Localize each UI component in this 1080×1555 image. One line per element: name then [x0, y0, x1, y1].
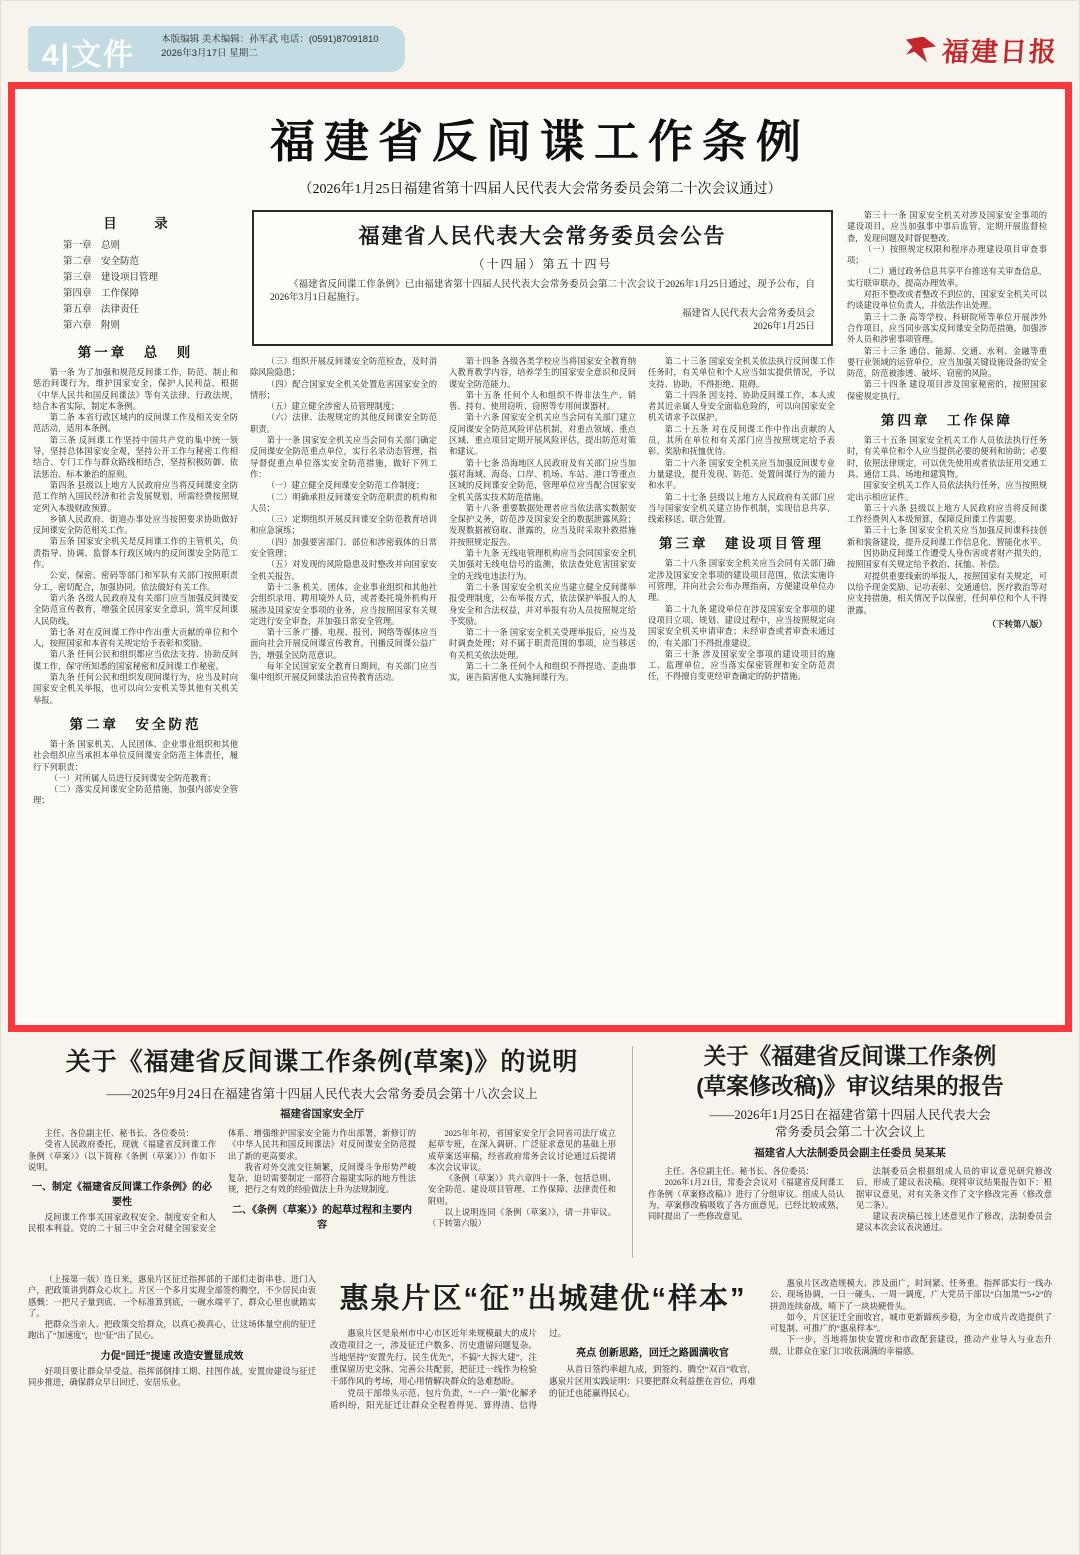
regulation-text-col1	[33, 341, 238, 807]
paragraph: 法制委员会根据组成人员的审议意见研究修改后，形成了建议表决稿。现将审议结果报告如下：根据审议意见，对有关条文作了文字修改完善（修改意见二条）。	[856, 1167, 1052, 1210]
feature-article	[28, 1274, 1052, 1546]
paragraph: 下一步，当地将加快安置房和市政配套建设，推动产业导入与业态升级，让群众在家门口收获满满的幸福感。	[770, 1335, 1052, 1356]
paragraph: 第二章 安全防范	[63, 256, 140, 267]
paragraph: 2025年年初，省国家安全厅会同省司法厅成立起草专班，在深入调研、广泛征求意见的基础上形成草案送审稿，经省政府常务会议讨论通过后提请本次会议审议。	[428, 1129, 616, 1172]
report-subtitle	[648, 1107, 1052, 1141]
explanation-subtitle: ——2025年9月24日在福建省第十四届人民代表大会常务委员会第十八次会议上	[106, 1087, 538, 1101]
explanation-title: 关于《福建省反间谍工作条例(草案)》的说明	[65, 1048, 579, 1076]
paragraph: 因协助反间谍工作遭受人身伤害或者财产损失的，按照国家有关规定给予救治、抚恤、补偿。	[847, 549, 1047, 570]
sub-heading: 第一章 总 则	[77, 345, 194, 360]
report-article	[648, 1042, 1052, 1264]
feature-center-body	[330, 1327, 756, 1537]
paragraph: 第二十一条 国家安全机关受理举报后，应当及时调查处理；对不属于职责范围的事项，应当移送有关机关依法处理。	[449, 628, 636, 660]
paragraph: 第四章 工作保障	[63, 288, 140, 299]
report-title	[648, 1042, 1052, 1102]
regulation-center	[250, 210, 835, 1028]
paragraph: 党员干部带头示范、包片负责，“一户一策”化解矛盾纠纷，阳光征迁让群众全程看得见、算得清、信得过。	[330, 1328, 567, 1410]
explanation-byline: 福建省国家安全厅	[280, 1109, 364, 1120]
paragraph: 第五条 国家安全机关是反间谍工作的主管机关，负责指导、协调、监督本行政区域内的反间谍安全防范工作。	[33, 537, 238, 570]
paragraph: （二）落实反间谍安全防范措施，加强内部安全管理；	[33, 785, 238, 806]
sub-heading: 亮点 创新思路，回迁之路圆满收官	[576, 1348, 729, 1359]
paragraph: 第三十二条 高等学校、科研院所等单位开展涉外合作项目，应当同步落实反间谍安全防范措施，加强涉外人员和涉密事项管理。	[847, 312, 1047, 345]
paragraph: 我省对外交流交往频繁，反间谍斗争形势严峻复杂，迫切需要制定一部符合福建实际的地方性法规，把行之有效的经验做法上升为法规制度。	[228, 1162, 416, 1195]
paragraph: （五）对发现的风险隐患及时整改并向国家安全机关报告。	[250, 560, 437, 581]
sub-heading: 第四章 工作保障	[881, 413, 1013, 429]
paragraph: 第二十九条 建设单位在涉及国家安全事项的建设项目立项、规划、建设过程中，应当按照规定向国家安全机关申请审查；未经审查或者审查未通过的，有关部门不得批准建设。	[648, 604, 835, 648]
feature-center-column	[330, 1274, 756, 1546]
paragraph: 惠泉片区改造规模大、涉及面广，时间紧、任务重。指挥部实行一线办公、现场协调，一日一碰头、一周一调度，广大党员干部以“白加黑”“5+2”的拼劲连续奋战，啃下了一块块硬骨头。	[770, 1279, 1052, 1311]
paragraph: 第二十七条 县级以上地方人民政府有关部门应当与国家安全机关建立协作机制，实现信息共享、线索移送、联合处置。	[648, 492, 835, 525]
page-header	[28, 26, 1058, 76]
paragraph: 把群众当亲人、把政策交给群众，以真心换真心，让这场体量空前的征迁跑出了“加速度”，也“征”出了民心。	[28, 1320, 316, 1341]
paragraph: 从首日签约率超九成，到签约、腾空“双百”收官，惠泉片区用实践证明：只要把群众利益摆在首位，再难的征迁也能赢得民心。	[549, 1364, 756, 1398]
paragraph: （三）定期组织开展反间谍安全防范教育培训和应急演练；	[250, 515, 437, 536]
paragraph: 第三十一条 国家安全机关对涉及国家安全事项的建设项目，应当加强事中事后监管，定期开展监督检查，发现问题及时督促整改。	[847, 211, 1047, 243]
edition-date-line: 2026年3月17日 星期二	[161, 48, 258, 59]
paragraph: 第十四条 各级各类学校应当将国家安全教育纳入教育教学内容，培养学生的国家安全意识和反间谍安全防范能力。	[449, 357, 636, 389]
report-title-line1: 关于《福建省反间谍工作条例	[703, 1044, 997, 1069]
paragraph: 第一章 总则	[63, 240, 121, 251]
announcement-body: 《福建省反间谍工作条例》已由福建省第十四届人民代表大会常务委员会第二十次会议于2026年1月25日通过，现予公布，自2026年3月1日起施行。	[270, 280, 815, 303]
regulation-text-center	[250, 356, 835, 1020]
paragraph: 第三条 反间谍工作坚持中国共产党的集中统一领导，坚持总体国家安全观，坚持公开工作与秘密工作相结合、专门工作与群众路线相结合，坚持积极防御、依法惩治、标本兼治的原则。	[33, 435, 238, 479]
paragraph: 第二条 本省行政区域内的反间谍工作及相关安全防范活动，适用本条例。	[33, 413, 238, 434]
report-subtitle-line2: 常务委员会第二十次会议上	[774, 1125, 925, 1139]
paragraph: 第三章 建设项目管理	[63, 272, 159, 283]
announcement-box	[252, 210, 833, 346]
paragraph: （二）明确承担反间谍安全防范职责的机构和人员；	[250, 492, 437, 513]
paragraph: （四）配合国家安全机关处置危害国家安全的情形；	[250, 379, 437, 400]
paragraph: 第五章 法律责任	[63, 304, 140, 315]
sub-heading: 第二章 安全防范	[69, 716, 202, 732]
paragraph: 第十条 国家机关、人民团体、企业事业组织和其他社会组织应当承担本单位反间谍安全防范主体责任，履行下列职责：	[33, 739, 238, 772]
paragraph: 第三十条 涉及国家安全事项的建设项目的施工、监理单位，应当落实保密管理和安全防范责任，不得擅自变更经审查确定的防护措施。	[648, 649, 835, 682]
sub-heading: 二、《条例（草案）》的起草过程和主要内容	[232, 1204, 412, 1231]
paragraph: 惠泉片区是泉州市中心市区近年来规模最大的成片改造项目之一，涉及征迁户数多、历史遗留问题复杂。当地坚持“安置先行、民生优先”，不搞“大拆大建”，注重保留历史文脉、完善公共配套，把征迁一线作为检验干部作风的考场，用心用情解决群众的急难愁盼。	[330, 1328, 537, 1386]
paragraph: 第一条 为了加强和规范反间谍工作，防范、制止和惩治间谍行为，维护国家安全，保护人民利益，根据《中华人民共和国反间谍法》等有关法律、行政法规，结合本省实际，制定本条例。	[33, 368, 238, 411]
report-title-line2: (草案修改稿)》审议结果的报告	[696, 1074, 1004, 1099]
paragraph: （一）建立健全反间谍安全防范工作制度；	[266, 481, 425, 491]
paragraph: （二）通过政务信息共享平台推送有关审查信息，实行联审联办，提高办理效率。	[847, 267, 1047, 288]
section-badge: 4|文件	[42, 39, 136, 72]
paragraph: 主任、各位副主任、秘书长、各位委员：	[664, 1167, 814, 1176]
regulation-text-col5	[847, 210, 1047, 1028]
paragraph: 第十八条 重要数据处理者应当依法落实数据安全保护义务，防范涉及国家安全的数据泄露风险；发现数据被窃取、泄露的，应当及时采取补救措施并按照规定报告。	[449, 503, 636, 547]
regulation-column-1	[33, 210, 238, 1028]
paragraph: 第二十条 国家安全机关应当建立健全反间谍举报受理制度，公布举报方式，依法保护举报人的人身安全和合法权益，并对举报有功人员按照规定给予奖励。	[449, 582, 636, 626]
paragraph: 第十一条 国家安全机关应当会同有关部门确定反间谍安全防范重点单位，实行名录动态管理，指导督促重点单位落实安全防范措施，做好下列工作：	[250, 436, 437, 479]
paragraph: 公安、保密、密码等部门和军队有关部门按照职责分工，密切配合，加强协同，依法做好有关工作。	[33, 571, 238, 592]
edition-info	[151, 26, 405, 72]
toc-title: 目 录	[103, 216, 180, 231]
paragraph: 第三十七条 国家安全机关应当加强反间谍科技创新和装备建设，提升反间谍工作信息化、智能化水平。	[847, 526, 1047, 547]
paragraph: 第二十六条 国家安全机关应当加强反间谍专业力量建设，提升发现、防范、处置间谍行为的能力和水平。	[648, 458, 835, 491]
paragraph: 第三十五条 国家安全机关工作人员依法执行任务时，有关单位和个人应当提供必要的便利和协助；必要时，依照法律规定，可以优先使用或者依法征用交通工具、通信工具、场地和建筑物。	[847, 436, 1047, 479]
paragraph: 主任、各位副主任、秘书长、各位委员：	[44, 1129, 194, 1138]
sub-heading: 一、制定《福建省反间谍工作条例》的必要性	[32, 1182, 212, 1209]
newspaper-name: 福建日报	[940, 37, 1059, 67]
paragraph: 受省人民政府委托，现就《福建省反间谍工作条例（草案）》（以下简称《条例（草案）》）作如下说明。	[28, 1140, 216, 1172]
paragraph: 第八条 任何公民和组织都应当依法支持、协助反间谍工作，保守所知悉的国家秘密和反间谍工作秘密。	[33, 650, 238, 671]
edition-editor-line: 本版编辑 美术编辑：孙军武 电话：(0591)87091810	[161, 34, 379, 45]
paragraph: （六）法律、法规规定的其他反间谍安全防范职责。	[250, 413, 437, 434]
paragraph: 第三十三条 通信、能源、交通、水利、金融等重要行业领域的运营单位，应当加强关键设施设备的安全防范，防范被渗透、破坏、窃密的风险。	[847, 346, 1047, 379]
feature-title: 惠泉片区“征”出城建优“样本”	[339, 1283, 747, 1315]
regulation-subtitle: （2026年1月25日福建省第十四届人民代表大会常务委员会第二十次会议通过）	[298, 182, 782, 197]
masthead	[906, 30, 1058, 69]
toc-list	[33, 238, 238, 334]
paragraph: 乡镇人民政府、街道办事处应当按照要求协助做好反间谍安全防范相关工作。	[33, 514, 238, 536]
paragraph: 第九条 任何公民和组织发现间谍行为，应当及时向国家安全机关举报，也可以向公安机关等其他有关机关举报。	[33, 673, 238, 705]
paragraph: 第二十二条 任何个人和组织不得捏造、歪曲事实，诬告陷害他人实施间谍行为。	[449, 662, 636, 683]
paragraph: （五）建立健全涉密人员管理制度；	[266, 402, 400, 412]
paragraph: 好项目要让群众早受益。指挥部倒排工期、挂图作战，安置房建设与征迁同步推进，确保群众早日回迁、安居乐业。	[28, 1366, 316, 1388]
paragraph: 第十二条 机关、团体、企业事业组织和其他社会组织录用、聘用境外人员，或者委托境外机构开展涉及国家安全事项的业务，应当按照国家有关规定进行安全审查，并加强日常安全管理。	[250, 582, 437, 626]
newspaper-logo-icon	[906, 37, 936, 63]
report-byline: 福建省人大法制委员会副主任委员 吴某某	[754, 1148, 946, 1159]
paragraph: 第四条 县级以上地方人民政府应当将反间谍安全防范工作纳入国民经济和社会发展规划，所需经费按照规定列入本级财政预算。	[33, 480, 238, 513]
paragraph: （一）按照规定权限和程序办理建设项目审查事项；	[847, 244, 1047, 266]
paragraph: （四）加强要害部门、部位和涉密载体的日常安全管理；	[250, 537, 437, 559]
column-divider	[632, 1046, 633, 1258]
announcement-signer: 福建省人民代表大会常务委员会	[681, 309, 815, 319]
announcement-date: 2026年1月25日	[753, 322, 815, 332]
regulation-body	[33, 210, 1047, 1028]
explanation-article	[28, 1042, 616, 1264]
paragraph: 第二十八条 国家安全机关应当会同有关部门确定涉及国家安全事项的建设项目范围，依法实施许可管理，并向社会公布办理指南，方便建设单位办理。	[648, 559, 835, 603]
paragraph: 反间谍工作事关国家政权安全、制度安全和人民根本利益。党的二十届三中全会对健全国家安全体系、增强维护国家安全能力作出部署，新修订的《中华人民共和国反间谍法》对反间谍安全防范提出了新的更高要求。	[28, 1129, 416, 1234]
paragraph: 第六章 附则	[63, 320, 121, 331]
section-banner	[28, 26, 405, 72]
feature-left-column	[28, 1274, 316, 1546]
paragraph: 如今，片区征迁全面收官，城市更新蹄疾步稳，为全市成片改造提供了可复制、可推广的“惠泉样本”。	[770, 1312, 1052, 1334]
paragraph: 第十五条 任何个人和组织不得非法生产、销售、持有、使用窃听、窃照等专用间谍器材。	[449, 390, 636, 412]
paragraph: 第十六条 国家安全机关应当会同有关部门建立反间谍安全防范风险评估机制，对重点领域、重点区域、重点项目定期开展风险评估，提出防范对策和建议。	[449, 413, 636, 457]
paragraph: 国家安全机关工作人员依法执行任务，应当按照规定出示相应证件。	[847, 481, 1047, 502]
feature-right-column	[770, 1274, 1052, 1546]
middle-section	[28, 1042, 1052, 1264]
paragraph: 第二十五条 对在反间谍工作中作出贡献的人员，其所在单位和有关部门应当按照规定给予表彰、奖励和抚恤优待。	[648, 424, 835, 457]
paragraph: 第三十四条 建设项目涉及国家秘密的，按照国家保密规定执行。	[847, 380, 1047, 401]
sub-heading: 力促“回迁”提速 改造安置显成效	[100, 1350, 244, 1362]
paragraph: 第二十三条 国家安全机关依法执行反间谍工作任务时，有关单位和个人应当如实提供情况，予以支持、协助，不得拒绝、阻碍。	[648, 357, 835, 389]
paragraph: 第十七条 沿海地区人民政府及有关部门应当加强对海域、海岛、口岸、机场、车站、港口等重点区域的反间谍安全防范，管理单位应当配合国家安全机关落实技术防范措施。	[449, 458, 636, 502]
paragraph: 对提供重要线索的举报人，按照国家有关规定，可以给予现金奖励、记功表彰、交通通信、医疗救治等对应支持措施，相关情况予以保密，任何单位和个人不得泄露。	[847, 571, 1047, 615]
paragraph: 建议表决稿已按上述意见作了修改，法制委员会建议本次会议表决通过。	[856, 1212, 1052, 1233]
sub-heading: （下转第八版）	[987, 618, 1047, 629]
regulation-article	[8, 82, 1072, 1032]
paragraph: 对拒不整改或者整改不到位的，国家安全机关可以约谈建设单位负责人，并依法作出处理。	[847, 290, 1047, 311]
announcement-signature	[270, 308, 815, 334]
report-subtitle-line1: ——2026年1月25日在福建省第十四届人民代表大会	[709, 1108, 991, 1122]
paragraph: 《条例（草案）》共六章四十一条，包括总则、安全防范、建设项目管理、工作保障、法律责任和附则。	[428, 1174, 616, 1206]
regulation-title: 福建省反间谍工作条例	[269, 116, 810, 167]
explanation-body	[28, 1128, 616, 1264]
report-body	[648, 1166, 1052, 1238]
paragraph: 第二十四条 因支持、协助反间谍工作，本人或者其近亲属人身安全面临危险的，可以向国家安全机关请求予以保护。	[648, 390, 835, 423]
paragraph: 以上说明连同《条例（草案）》，请一并审议。（下转第六版）	[428, 1208, 616, 1229]
paragraph: 第十九条 无线电管理机构应当会同国家安全机关加强对无线电信号的监测，依法查处危害国家安全的无线电违法行为。	[449, 549, 636, 581]
paragraph: 第六条 各级人民政府及有关部门应当加强反间谍安全防范宣传教育，增强全民国家安全意识，筑牢反间谍人民防线。	[33, 593, 238, 626]
paragraph: 第七条 对在反间谍工作中作出重大贡献的单位和个人，按照国家和本省有关规定给予表彰和奖励。	[33, 627, 238, 649]
sub-heading: 第三章 建设项目管理	[659, 536, 824, 552]
announcement-number: （十四届）第五十四号	[472, 257, 613, 271]
paragraph: 2026年1月21日，常委会会议对《福建省反间谍工作条例（草案修改稿）》进行了分组审议。组成人员认为，草案修改稿吸收了各方面意见，已经比较成熟，同时提出了一些修改意见。	[648, 1178, 844, 1222]
paragraph: 第三十六条 县级以上地方人民政府应当将反间谍工作经费列入本级预算，保障反间谍工作需要。	[847, 503, 1047, 525]
paragraph: 每年全民国家安全教育日期间，有关部门应当集中组织开展反间谍法治宣传教育活动。	[250, 662, 437, 683]
announcement-title: 福建省人民代表大会常务委员会公告	[358, 225, 727, 248]
paragraph: （上接第一版）连日来，惠泉片区征迁指挥部的干部们走街串巷、进门入户，把政策讲到群众心坎上。片区一个多月实现全部签约腾空，不少居民由衷感慨：一把尺子量到底、一个标准算到底，一碗水端平了，群众心里也就踏实了。	[28, 1275, 316, 1318]
paragraph: 第十三条 广播、电视、报刊、网络等媒体应当面向社会开展反间谍宣传教育，刊播反间谍公益广告，增强全民防范意识。	[250, 628, 437, 660]
paragraph: （一）对所属人员进行反间谍安全防范教育；	[49, 773, 216, 783]
paragraph: （三）组织开展反间谍安全防范检查，及时消除风险隐患；	[250, 357, 437, 378]
